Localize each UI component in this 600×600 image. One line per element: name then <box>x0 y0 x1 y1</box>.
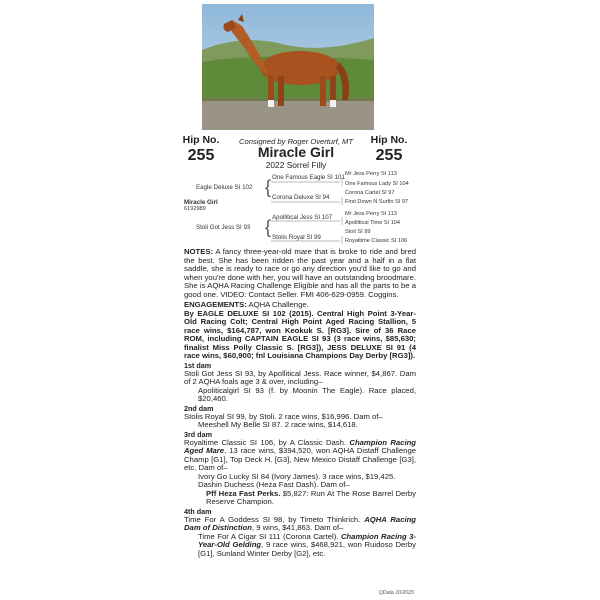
horse-photo-illustration <box>202 4 374 130</box>
third-dam-label: 3rd dam <box>184 429 212 439</box>
notes-text: A fancy three-year-old mare that is broke to ride and bred the best. She has been ridden the past year and a half in a flat saddle, she is ready to race or go any direction you'd like to go and when you're done with her, you will have an outstanding broodmare. She is AQHA Racing Challenge Eligible and has all the parts to be a good one. VIDEO: Contact Seller. FMI 406-629-0959. Coggins. <box>184 247 416 299</box>
horse-name: Miracle Girl <box>257 144 335 160</box>
pedigree-reg-number: 6192989 <box>184 206 206 212</box>
third-dam-grandfoal-name: Pff Heza Fast Perks. <box>206 488 281 498</box>
third-dam-lead: Royaltime Classic SI 106, by A Classic Dash. <box>184 437 347 447</box>
pedigree-sire-sire: One Famous Eagle SI 101 <box>272 174 345 181</box>
third-dam-grandfoal <box>184 490 416 507</box>
fourth-dam-paragraph <box>184 516 416 533</box>
third-dam-foal-2: Dashin Duchess (Heza Fast Dash). Dam of– <box>198 480 350 489</box>
second-dam-text: Stolis Royal SI 99, by Stoli. 2 race wins, $16,996. Dam of– <box>184 411 383 421</box>
fourth-dam-label: 4th dam <box>184 506 212 516</box>
brace-dam: { <box>265 217 272 237</box>
hip-label-left: Hip No. <box>182 134 220 146</box>
third-dam-rest: , 13 race wins, $394,520, won AQHA Distaff Challenge Champ [G1], Top Deck H. [G3], New Mexico Distaff Challenge [G3], etc. Dam of– <box>184 446 416 472</box>
qdata-footer: QData 10/2025 <box>378 590 414 596</box>
first-dam-text: Stoli Got Jess SI 93, by Apollitical Jess. Race winner, $4,867. Dam of 2 AQHA foals age 3 & over, including– <box>184 368 416 386</box>
second-dam-foal: Meeshell My Belle SI 87. 2 race wins, $14,618. <box>198 420 358 429</box>
fourth-dam-foal-lead: Time For A Cigar SI 111 (Corona Cartel). <box>198 531 339 541</box>
pedigree-sire: Eagle Deluxe SI 102 <box>196 184 253 191</box>
pedigree-sd-sire: Corona Cartel SI 97 <box>345 190 395 196</box>
hip-label-right: Hip No. <box>370 134 408 146</box>
fourth-dam-foal-title: Champion Racing 3-Year-Old Gelding <box>198 531 416 549</box>
third-dam-foal-1: Ivory Go Lucky SI 84 (Ivory James). 3 race wins, $19,425. <box>198 471 396 481</box>
consignor-line: Consigned by Roger Overturf, MT <box>239 137 353 146</box>
horse-description: 2022 Sorrel Filly <box>265 160 327 170</box>
first-dam-foal: Apoliticalgirl SI 93 (f. by Moonin The Eagle). Race placed, $20,460. <box>198 385 416 403</box>
pedigree-dd-dam: Royaltime Classic SI 106 <box>345 238 408 244</box>
fourth-dam-rest: , 9 wins, $41,863. Dam of– <box>251 523 344 532</box>
horse-photo <box>202 4 374 130</box>
pedigree-dam: Stoli Got Jess SI 93 <box>196 224 251 231</box>
fourth-dam-title: AQHA Racing Dam of Distinction <box>184 514 416 532</box>
pedigree-dam-dam: Stolis Royal SI 99 <box>272 234 321 241</box>
engagements-text: AQHA Challenge. <box>248 300 309 309</box>
fourth-dam-foal-rest: , 9 race wins, $468,921, won Ruidoso Derby [G1], Sunland Winter Derby [G2], etc. <box>198 540 416 558</box>
fourth-dam-foal <box>184 533 416 559</box>
notes-paragraph <box>184 248 416 299</box>
hip-block-left <box>178 134 224 166</box>
pedigree-dd-sire: Stoli SI 99 <box>345 229 371 235</box>
second-dam-label: 2nd dam <box>184 403 214 413</box>
pedigree-sd-dam: First Down N Surfin SI 97 <box>345 199 409 205</box>
pedigree-ss-sire: Mr Jess Perry SI 113 <box>345 171 397 177</box>
notes-label: NOTES: <box>184 247 214 256</box>
first-dam-label: 1st dam <box>184 360 212 370</box>
hip-block-right <box>366 134 412 166</box>
third-dam-title: Champion Racing Aged Mare <box>184 437 416 455</box>
pedigree-ss-dam: One Famous Lady SI 104 <box>345 181 409 187</box>
pedigree-dam-sire: Apollitical Jess SI 107 <box>272 214 333 221</box>
hip-number-left: 255 <box>187 147 215 164</box>
fourth-dam-lead: Time For A Goddess SI 98, by Timeto Thinkrich. <box>184 514 361 524</box>
hip-number-right: 255 <box>375 147 403 164</box>
pedigree-ds-dam: Apollitical Time SI 104 <box>345 220 401 226</box>
pedigree-ds-sire: Mr Jess Perry SI 113 <box>345 211 397 217</box>
catalog-body <box>184 248 416 558</box>
brace-sire: { <box>265 177 272 197</box>
pedigree-subject: Miracle Girl <box>184 199 218 206</box>
pedigree-sire-dam: Corona Deluxe SI 94 <box>272 194 330 201</box>
third-dam-paragraph <box>184 439 416 473</box>
third-dam-grandfoal-rest: $5,827: Run At The Rose Barrel Derby Reserve Champion. <box>206 488 416 506</box>
engagements-label: ENGAGEMENTS: <box>184 300 247 309</box>
sire-info: By EAGLE DELUXE SI 102 (2015). Central High Point 3-Year-Old Racing Colt; Central High Point Aged Racing Stallion, 5 race wins, $164,787, won Keokuk S. [RG3]. Sire of 36 Race ROM, including CAPTAIN EAGLE SI 93 (3 race wins, $85,630; finalist Miss Polly Classic S. [RG3]), JESS DELUXE SI 91 (4 race wins, $60,900; fnl Louisiana Champions Day Derby [RG3]). <box>184 308 416 360</box>
